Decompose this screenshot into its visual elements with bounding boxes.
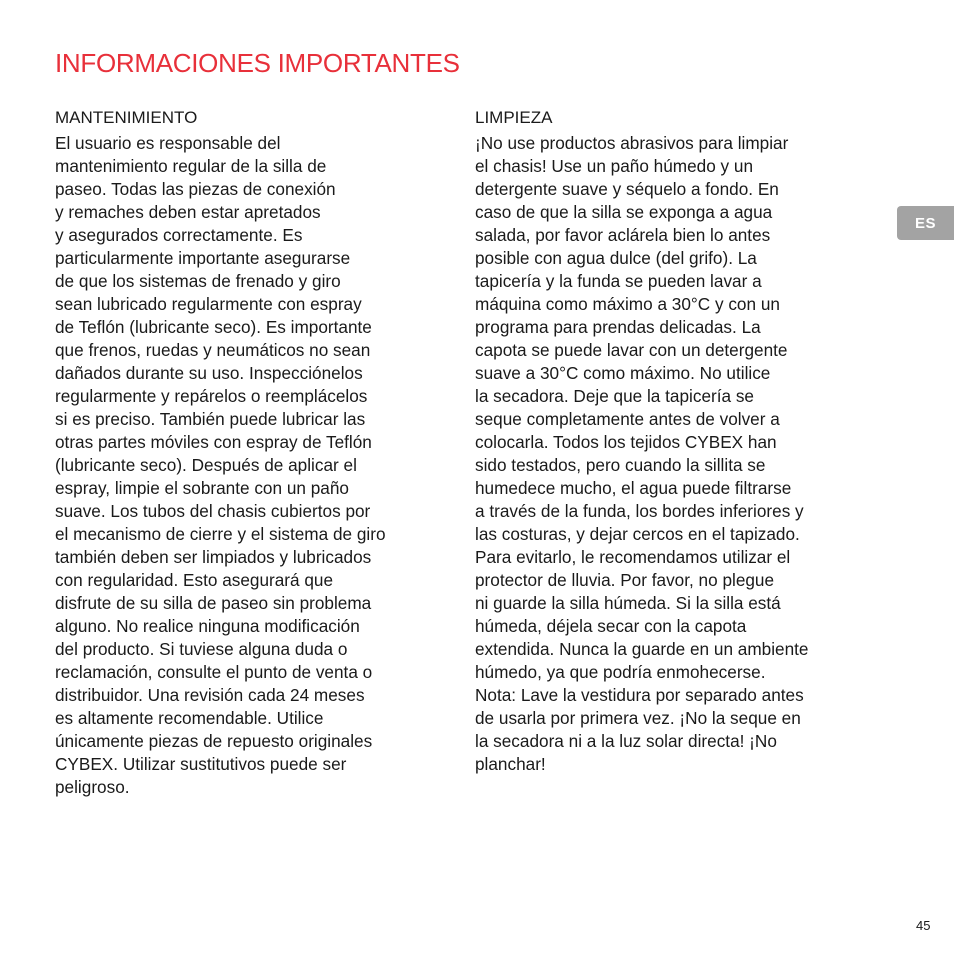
cleaning-text-line: Para evitarlo, le recomendamos utilizar el xyxy=(475,547,791,567)
language-tab: ES xyxy=(897,206,954,240)
cleaning-heading: LIMPIEZA xyxy=(475,108,553,127)
cleaning-text-line: colocarla. Todos los tejidos CYBEX han xyxy=(475,432,777,452)
cleaning-text-line: las costuras, y dejar cercos en el tapizado. xyxy=(475,524,800,544)
maintenance-text-line: del producto. Si tuviese alguna duda o xyxy=(55,639,348,659)
cleaning-text-line: caso de que la silla se exponga a agua xyxy=(475,202,773,222)
maintenance-text-line: disfrute de su silla de paseo sin problema xyxy=(55,593,372,613)
cleaning-text-line: Nota: Lave la vestidura por separado antes xyxy=(475,685,804,705)
maintenance-text-line: particularmente importante asegurarse xyxy=(55,248,351,268)
cleaning-text-line: programa para prendas delicadas. La xyxy=(475,317,761,337)
cleaning-text-line: la secadora ni a la luz solar directa! ¡No xyxy=(475,731,777,751)
cleaning-text-line: húmedo, ya que podría enmohecerse. xyxy=(475,662,766,682)
maintenance-text-line: alguno. No realice ninguna modificación xyxy=(55,616,360,636)
maintenance-text-line: El usuario es responsable del xyxy=(55,133,281,153)
cleaning-text-line: ¡No use productos abrasivos para limpiar xyxy=(475,133,789,153)
maintenance-body xyxy=(55,132,447,799)
cleaning-text-line: ni guarde la silla húmeda. Si la silla está xyxy=(475,593,781,613)
cleaning-text-line: extendida. Nunca la guarde en un ambiente xyxy=(475,639,809,659)
maintenance-text-line: CYBEX. Utilizar sustitutivos puede ser xyxy=(55,754,347,774)
cleaning-text-line: máquina como máximo a 30°C y con un xyxy=(475,294,780,314)
cleaning-text-line: seque completamente antes de volver a xyxy=(475,409,780,429)
cleaning-text-line: el chasis! Use un paño húmedo y un xyxy=(475,156,754,176)
maintenance-text-line: mantenimiento regular de la silla de xyxy=(55,156,327,176)
cleaning-text-line: a través de la funda, los bordes inferiores y xyxy=(475,501,804,521)
maintenance-text-line: el mecanismo de cierre y el sistema de giro xyxy=(55,524,386,544)
maintenance-text-line: regularmente y repárelos o reemplácelos xyxy=(55,386,368,406)
cleaning-section xyxy=(475,106,875,776)
cleaning-text-line: humedece mucho, el agua puede filtrarse xyxy=(475,478,792,498)
cleaning-text-line: suave a 30°C como máximo. No utilice xyxy=(475,363,771,383)
maintenance-text-line: es altamente recomendable. Utilice xyxy=(55,708,324,728)
maintenance-text-line: sean lubricado regularmente con espray xyxy=(55,294,362,314)
cleaning-text-line: planchar! xyxy=(475,754,546,774)
maintenance-text-line: si es preciso. También puede lubricar las xyxy=(55,409,366,429)
maintenance-text-line: y asegurados correctamente. Es xyxy=(55,225,303,245)
cleaning-text-line: tapicería y la funda se pueden lavar a xyxy=(475,271,762,291)
maintenance-text-line: paseo. Todas las piezas de conexión xyxy=(55,179,336,199)
cleaning-text-line: salada, por favor aclárela bien lo antes xyxy=(475,225,771,245)
page-number: 45 xyxy=(916,918,931,933)
maintenance-text-line: (lubricante seco). Después de aplicar el xyxy=(55,455,357,475)
maintenance-text-line: reclamación, consulte el punto de venta o xyxy=(55,662,373,682)
cleaning-text-line: de usarla por primera vez. ¡No la seque en xyxy=(475,708,801,728)
cleaning-text-line: la secadora. Deje que la tapicería se xyxy=(475,386,754,406)
maintenance-section xyxy=(55,106,447,799)
maintenance-text-line: dañados durante su uso. Inspecciónelos xyxy=(55,363,363,383)
maintenance-text-line: con regularidad. Esto asegurará que xyxy=(55,570,334,590)
cleaning-text-line: detergente suave y séquelo a fondo. En xyxy=(475,179,779,199)
maintenance-text-line: peligroso. xyxy=(55,777,130,797)
cleaning-body xyxy=(475,132,875,776)
cleaning-text-line: húmeda, déjela secar con la capota xyxy=(475,616,747,636)
maintenance-text-line: únicamente piezas de repuesto originales xyxy=(55,731,373,751)
maintenance-text-line: de Teflón (lubricante seco). Es importante xyxy=(55,317,372,337)
maintenance-text-line: también deben ser limpiados y lubricados xyxy=(55,547,372,567)
cleaning-text-line: sido testados, pero cuando la sillita se xyxy=(475,455,766,475)
maintenance-text-line: distribuidor. Una revisión cada 24 meses xyxy=(55,685,365,705)
cleaning-text-line: posible con agua dulce (del grifo). La xyxy=(475,248,757,268)
maintenance-heading: MANTENIMIENTO xyxy=(55,108,198,127)
maintenance-text-line: que frenos, ruedas y neumáticos no sean xyxy=(55,340,371,360)
maintenance-text-line: suave. Los tubos del chasis cubiertos por xyxy=(55,501,371,521)
page-title: INFORMACIONES IMPORTANTES xyxy=(55,48,460,78)
maintenance-text-line: y remaches deben estar apretados xyxy=(55,202,321,222)
maintenance-text-line: otras partes móviles con espray de Teflón xyxy=(55,432,372,452)
cleaning-text-line: protector de lluvia. Por favor, no plegue xyxy=(475,570,775,590)
maintenance-text-line: de que los sistemas de frenado y giro xyxy=(55,271,341,291)
maintenance-text-line: espray, limpie el sobrante con un paño xyxy=(55,478,349,498)
cleaning-text-line: capota se puede lavar con un detergente xyxy=(475,340,788,360)
